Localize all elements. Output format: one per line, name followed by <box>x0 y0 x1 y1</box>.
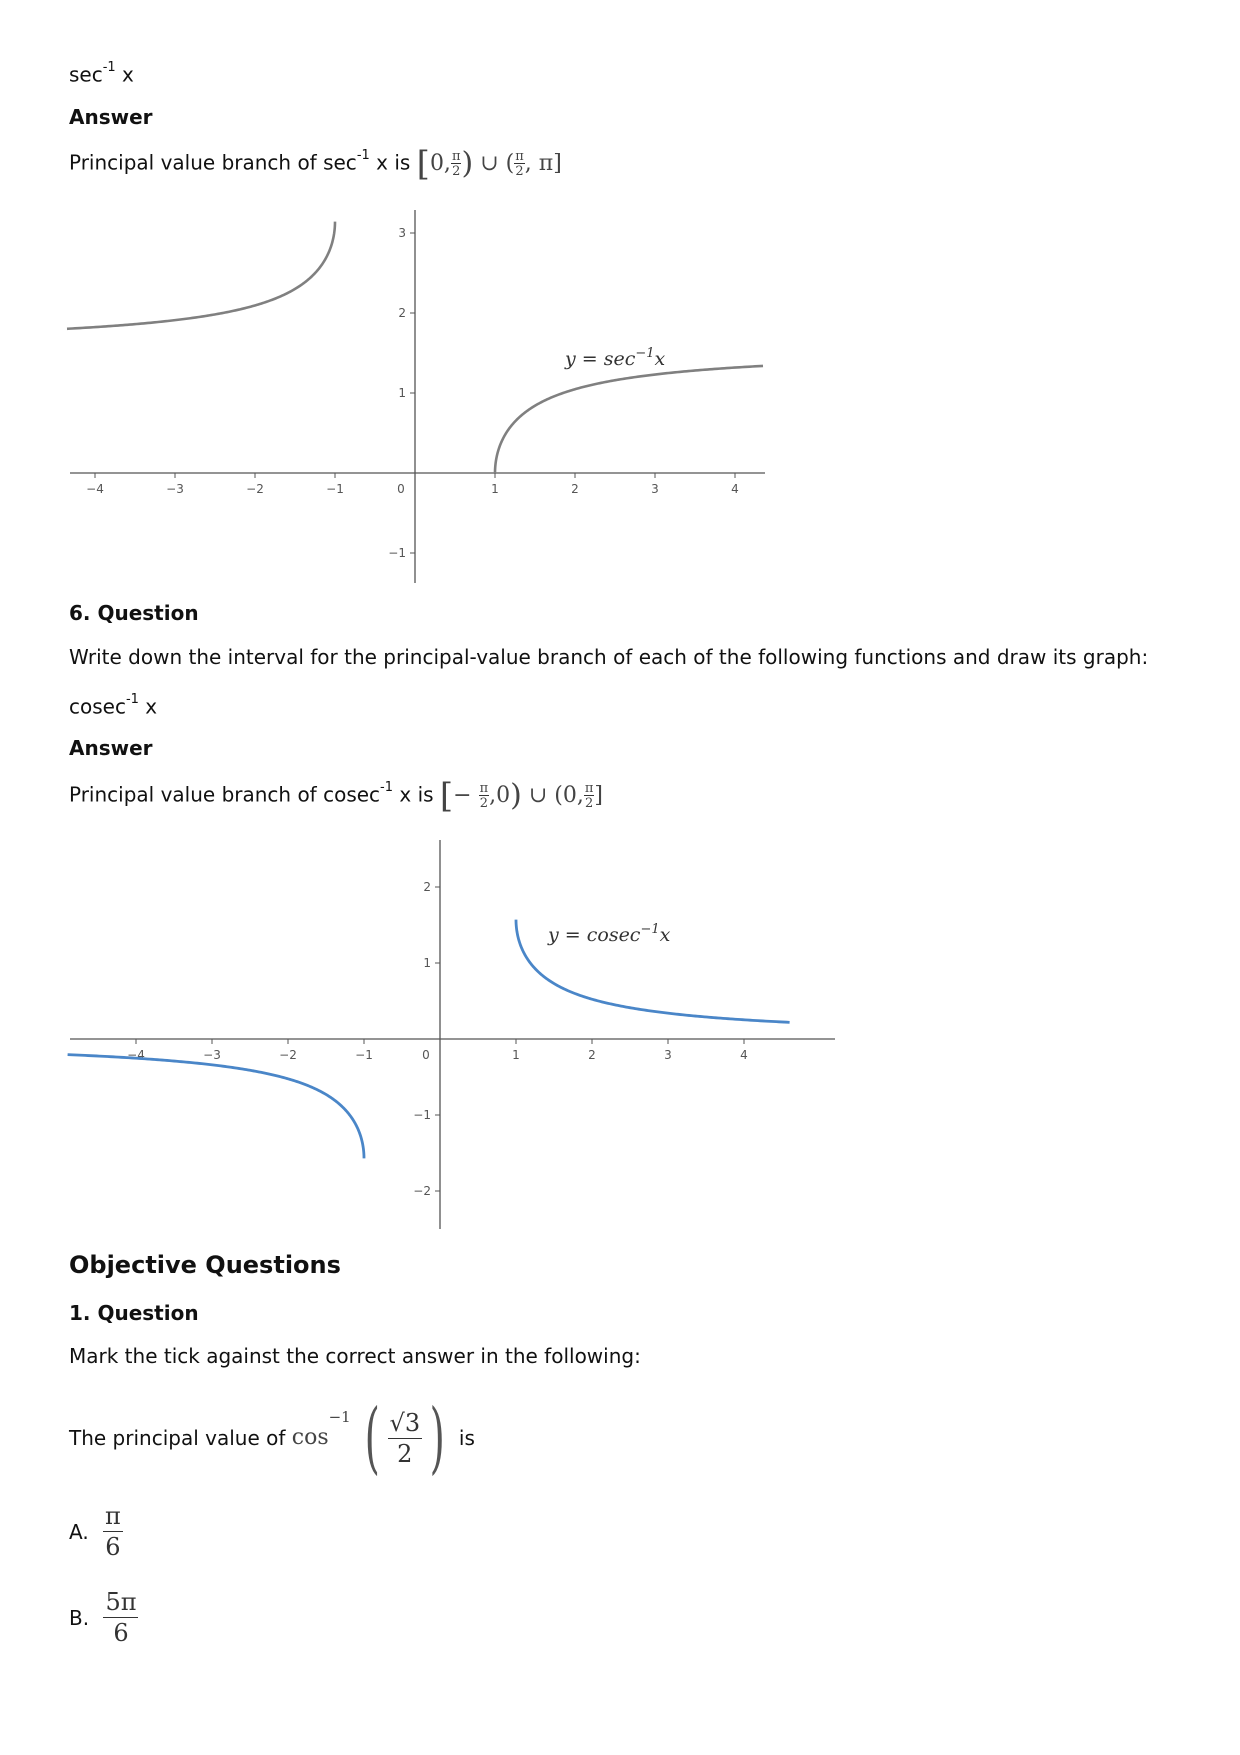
question-heading: 6. Question <box>69 601 199 625</box>
question-stem: The principal value of $\cos^{-1}$ ( $\frac{√3}{2}$ ) is <box>69 1393 475 1484</box>
y-tick-label: 2 <box>423 880 431 894</box>
x-tick-label: 4 <box>731 482 739 496</box>
x-tick-label: 3 <box>651 482 659 496</box>
x-tick-label: −2 <box>279 1048 297 1062</box>
option-a[interactable]: A. $\frac{\pi}{6}$ <box>69 1502 121 1561</box>
option-b-value: $\frac{5\pi}{6}$ <box>105 1588 137 1647</box>
arcsec-graph <box>60 205 780 585</box>
question-prompt: Write down the interval for the principal-value branch of each of the following functions and draw its graph: <box>69 645 1149 669</box>
interval-expression: [0, $\frac{\pi}{2}$ ) ∪ ( $\frac{\pi}{2}$ , π] <box>416 144 562 185</box>
x-tick-label: 2 <box>588 1048 596 1062</box>
y-tick-label: 1 <box>398 386 406 400</box>
x-tick-label: −1 <box>326 482 344 496</box>
x-tick-label: 1 <box>491 482 499 496</box>
answer-text: Principal value branch of cosec$^{-1}$ x is [− $\frac{\pi}{2}$ ,0) ∪ (0, $\frac{\pi}{2}$ ] <box>69 776 604 817</box>
x-tick-label: −4 <box>127 1048 145 1062</box>
y-tick-label: −1 <box>388 546 406 560</box>
x-tick-label: 2 <box>571 482 579 496</box>
y-tick-label: 1 <box>423 956 431 970</box>
x-tick-label: 1 <box>512 1048 520 1062</box>
option-b[interactable]: B. $\frac{5\pi}{6}$ <box>69 1588 137 1647</box>
x-tick-label: −1 <box>355 1048 373 1062</box>
arccosec-left-branch <box>68 1055 364 1159</box>
arcsec-right-branch <box>495 366 763 473</box>
arccosec-curve-label: y = cosec$^{-1}$x <box>548 922 671 946</box>
left-paren: ( <box>364 1393 380 1484</box>
arccosec-graph <box>60 832 850 1232</box>
y-tick-label: 2 <box>398 306 406 320</box>
y-tick-label: −1 <box>413 1108 431 1122</box>
y-tick-label: 3 <box>398 226 406 240</box>
origin-label: 0 <box>422 1048 430 1062</box>
origin-label: 0 <box>397 482 405 496</box>
section-title: Objective Questions <box>69 1251 341 1279</box>
y-tick-label: −2 <box>413 1184 431 1198</box>
arcsec-left-branch <box>67 222 335 329</box>
question-heading: 1. Question <box>69 1301 199 1325</box>
question-instruction: Mark the tick against the correct answer in the following: <box>69 1344 641 1368</box>
x-tick-label: −3 <box>166 482 184 496</box>
x-tick-label: 4 <box>740 1048 748 1062</box>
answer-heading: Answer <box>69 105 153 129</box>
x-tick-label: −2 <box>246 482 264 496</box>
option-a-value: $\frac{\pi}{6}$ <box>105 1502 121 1561</box>
right-paren: ) <box>429 1393 445 1484</box>
interval-expression: [− $\frac{\pi}{2}$ ,0) ∪ (0, $\frac{\pi}{2}$ ] <box>439 776 604 817</box>
answer-heading: Answer <box>69 736 153 760</box>
function-title: $\sec^{-1} x$ <box>69 60 134 87</box>
answer-text: Principal value branch of $\sec^{-1} x$ is [0, $\frac{\pi}{2}$ ) ∪ ( $\frac{\pi}{2}$ , π] <box>69 144 562 185</box>
stem-fraction: $\frac{√3}{2}$ <box>389 1408 421 1468</box>
x-tick-label: −4 <box>86 482 104 496</box>
function-title: cosec$^{-1}$ x <box>69 692 158 719</box>
arcsec-curve-label: $y = \sec^{-1}x$ <box>565 346 666 370</box>
x-tick-label: 3 <box>664 1048 672 1062</box>
x-tick-label: −3 <box>203 1048 221 1062</box>
